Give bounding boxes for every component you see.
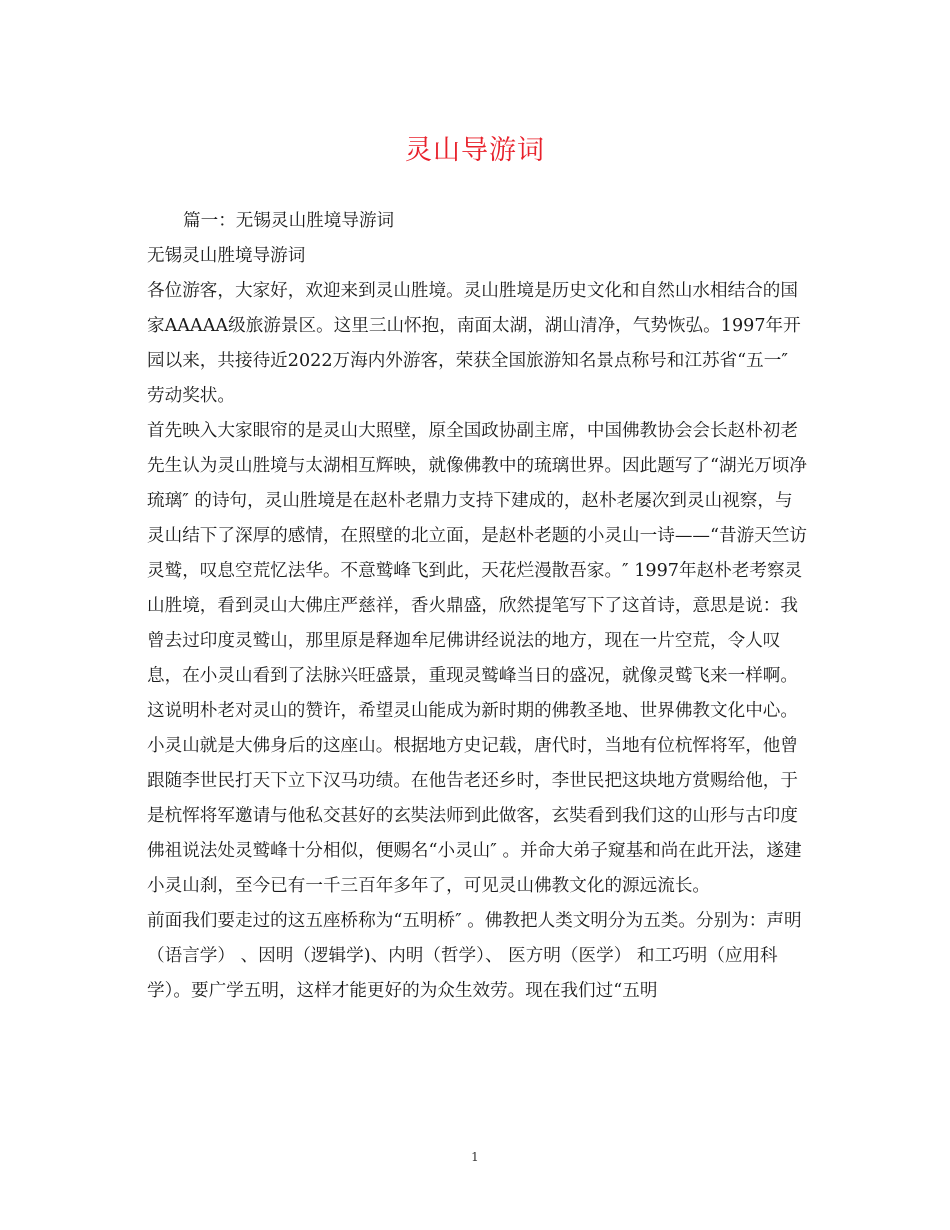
paragraph-welcome: 各位游客，大家好，欢迎来到灵山胜境。灵山胜境是历史文化和自然山水相结合的国家AAAAA级旅游景区。这里三山怀抱，南面太湖，湖山清净，气势恢弘。1997年开园以来，共接待近2022万海内外游客，荣获全国旅游知名景点称号和江苏省“五一″ 劳动奖状。 xyxy=(147,281,801,406)
section-heading: 篇一：无锡灵山胜境导游词 xyxy=(183,211,395,231)
document-body xyxy=(147,204,807,1009)
paragraph-little-lingshan: 小灵山就是大佛身后的这座山。根据地方史记载，唐代时，当地有位杭恽将军，他曾跟随李世民打天下立下汉马功绩。在他告老还乡时，李世民把这块地方赏赐给他，于是杭恽将军邀请与他私交甚好的玄奘法师到此做客，玄奘看到我们这的山形与古印度佛祖说法处灵鹫峰十分相似，便赐名“小灵山″ 。并命大弟子窥基和尚在此开法，遂建小灵山刹，至今已有一千三百年多年了，可见灵山佛教文化的源远流长。 xyxy=(147,736,802,896)
subtitle: 无锡灵山胜境导游词 xyxy=(147,246,306,266)
paragraph-screen-wall: 首先映入大家眼帘的是灵山大照壁，原全国政协副主席，中国佛教协会会长赵朴初老先生认为灵山胜境与太湖相互辉映，就像佛教中的琉璃世界。因此题写了“湖光万顷净琉璃″ 的诗句，灵山胜境是在赵朴老鼎力支持下建成的，赵朴老屡次到灵山视察，与灵山结下了深厚的感情，在照壁的北立面，是赵朴老题的小灵山一诗——“昔游天竺访灵鹫，叹息空荒忆法华。不意鹫峰飞到此，天花烂漫散吾家。″ 1997年赵朴老考察灵山胜境，看到灵山大佛庄严慈祥，香火鼎盛，欣然提笔写下了这首诗，意思是说：我曾去过印度灵鹫山，那里原是释迦牟尼佛讲经说法的地方，现在一片空荒，令人叹息，在小灵山看到了法脉兴旺盛景，重现灵鹫峰当日的盛况，就像灵鹫飞来一样啊。这说明朴老对灵山的赞许，希望灵山能成为新时期的佛教圣地、世界佛教文化中心。 xyxy=(147,421,807,721)
page-number: 1 xyxy=(471,1150,479,1164)
paragraph-five-bridges: 前面我们要走过的这五座桥称为“五明桥″ 。佛教把人类文明分为五类。分别为：声明（语言学） 、因明（逻辑学)、内明（哲学）、 医方明（医学） 和工巧明（应用科学）。要广学五明，这样才能更好的为众生效劳。现在我们过“五明 xyxy=(147,911,802,1001)
document-title: 灵山导游词 xyxy=(405,135,545,166)
